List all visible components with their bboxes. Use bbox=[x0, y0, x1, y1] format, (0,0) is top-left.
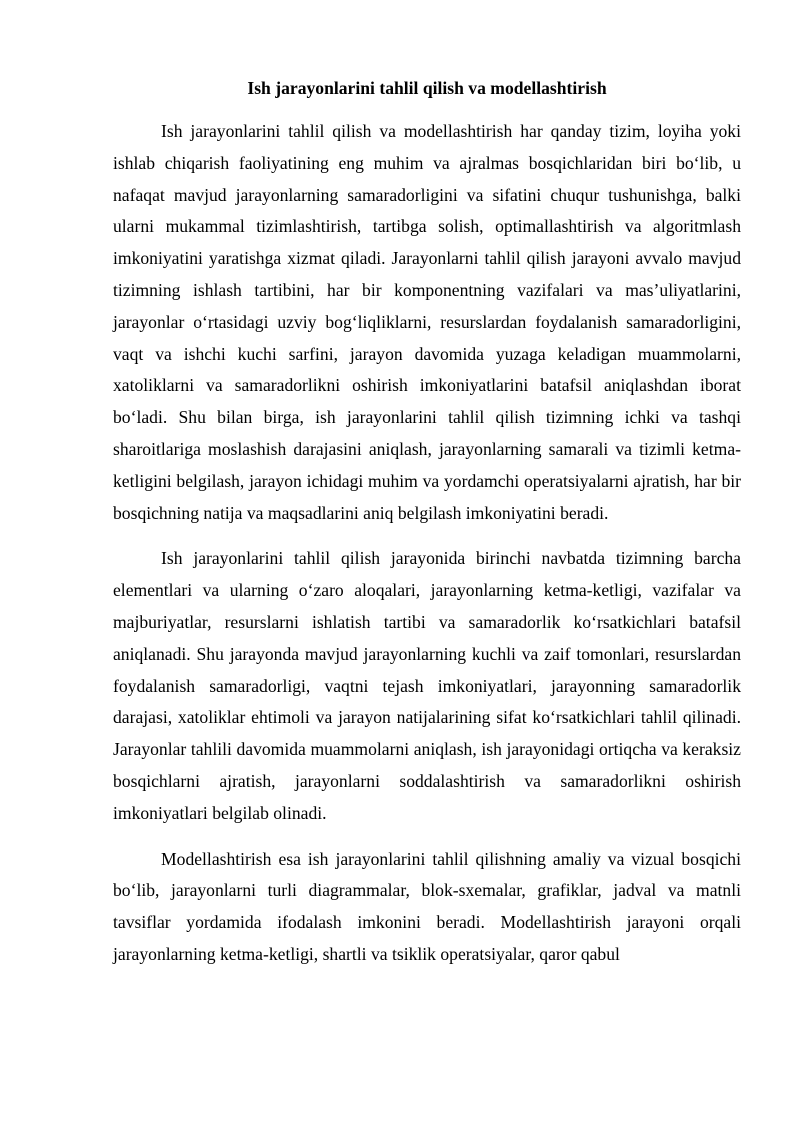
document-body bbox=[113, 74, 741, 985]
paragraph-1: Ish jarayonlarini tahlil qilish va modellashtirish har qanday tizim, loyiha yoki ishlab chiqarish faoliyatining eng muhim va ajralmas bosqichlaridan biri bo‘lib, u nafaqat mavjud jarayonlarning samaradorligini va sifatini chuqur tushunishga, balki ularni mukammal tizimlashtirish, tartibga solish, optimallashtirish va algoritmlash imkoniyatini yaratishga xizmat qiladi. Jarayonlarni tahlil qilish jarayoni avvalo mavjud tizimning ishlash tartibini, har bir komponentning vazifalari va mas’uliyatlarini, jarayonlar o‘rtasidagi uzviy bog‘liqliklarni, resurslardan foydalanish samaradorligini, vaqt va ishchi kuchi sarfini, jarayon davomida yuzaga keladigan muammolarni, xatoliklarni va samaradorlikni oshirish imkoniyatlarini batafsil aniqlashdan iborat bo‘ladi. Shu bilan birga, ish jarayonlarini tahlil qilish tizimning ichki va tashqi sharoitlariga moslashish darajasini aniqlash, jarayonlarning samarali va tizimli ketma-ketligini belgilash, jarayon ichidagi muhim va yordamchi operatsiyalarni ajratish, har bir bosqichning natija va maqsadlarini aniq belgilash imkoniyatini beradi. bbox=[113, 121, 741, 523]
paragraph-2: Ish jarayonlarini tahlil qilish jarayonida birinchi navbatda tizimning barcha elementlari va ularning o‘zaro aloqalari, jarayonlarning ketma-ketligi, vazifalar va majburiyatlar, resurslarni ishlatish tartibi va samaradorlik ko‘rsatkichlari batafsil aniqlanadi. Shu jarayonda mavjud jarayonlarning kuchli va zaif tomonlari, resurslardan foydalanish samaradorligi, vaqtni tejash imkoniyatlari, jarayonning samaradorlik darajasi, xatoliklar ehtimoli va jarayon natijalarining sifat ko‘rsatkichlari tahlil qilinadi. Jarayonlar tahlili davomida muammolarni aniqlash, ish jarayonidagi ortiqcha va keraksiz bosqichlarni ajratish, jarayonlarni soddalashtirish va samaradorlikni oshirish imkoniyatlari belgilab olinadi. bbox=[113, 548, 741, 823]
paragraph-3: Modellashtirish esa ish jarayonlarini tahlil qilishning amaliy va vizual bosqichi bo‘lib, jarayonlarni turli diagrammalar, blok-sxemalar, grafiklar, jadval va matnli tavsiflar yordamida ifodalash imkonini beradi. Modellashtirish jarayoni orqali jarayonlarning ketma-ketligi, shartli va tsiklik operatsiyalar, qaror qabul bbox=[113, 848, 741, 964]
page-title: Ish jarayonlarini tahlil qilish va modellashtirish bbox=[247, 78, 607, 98]
